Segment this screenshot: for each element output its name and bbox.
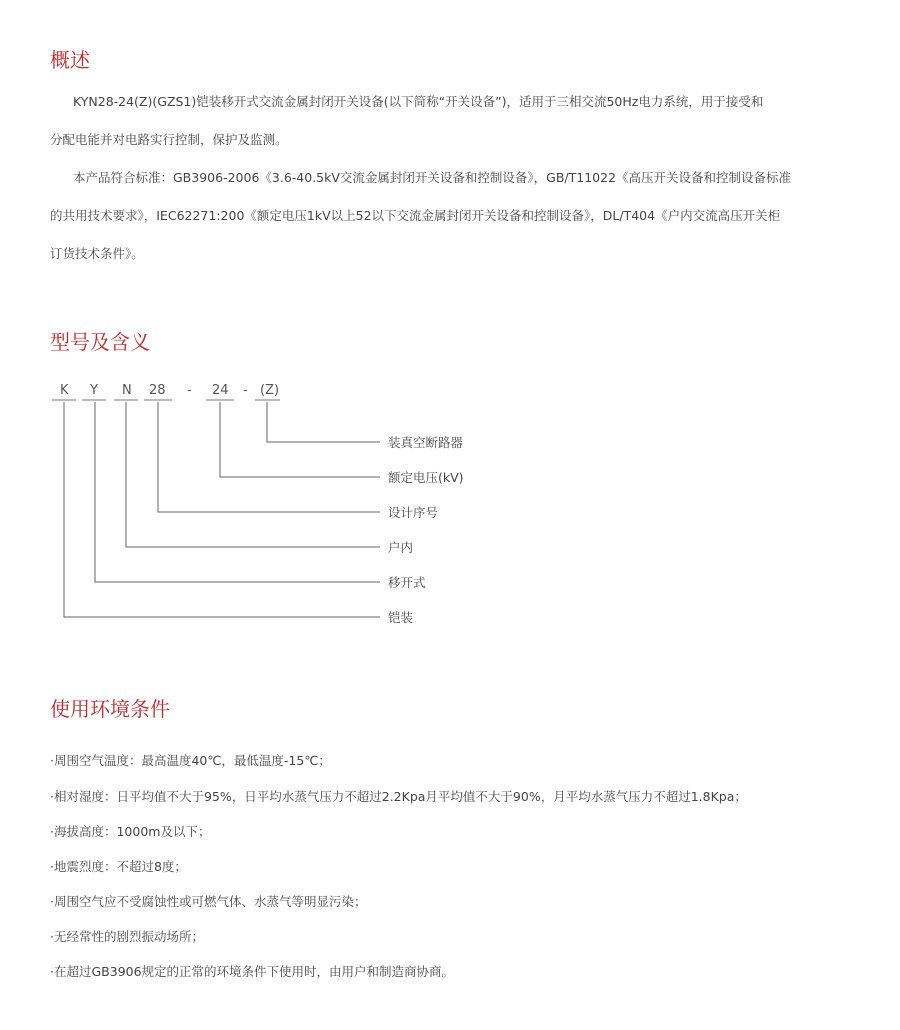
code-part-n: N (122, 383, 132, 398)
model-title: 型号及含义 (50, 330, 150, 354)
env-item-pollution: ·周围空气应不受腐蚀性或可燃气体、水蒸气等明显污染； (50, 894, 367, 909)
env-item-seismic: ·地震烈度：不超过8度； (50, 859, 187, 874)
overview-title: 概述 (50, 48, 90, 72)
meaning-rated-voltage: 额定电压(kV) (388, 470, 464, 485)
code-part-24: 24 (212, 383, 229, 398)
env-item-temperature: ·周围空气温度：最高温度40℃，最低温度-15℃； (50, 753, 331, 768)
env-item-special: ·在超过GB3906规定的正常的环境条件下使用时，由用户和制造商协商。 (50, 964, 455, 979)
code-part-k: K (60, 383, 69, 398)
overview-line-4: 的共用技术要求》，IEC62271:200《额定电压1kV以上52以下交流金属封闭开关设备和控制设备》，DL/T404《户内交流高压开关柜 (50, 208, 781, 223)
code-part-z: (Z) (260, 383, 280, 398)
meaning-armored: 铠装 (388, 610, 414, 625)
env-item-vibration: ·无经常性的剧烈振动场所； (50, 929, 204, 944)
env-item-humidity: ·相对湿度：日平均值不大于95%，日平均水蒸气压力不超过2.2Kpa月平均值不大于90%，月平均水蒸气压力不超过1.8Kpa； (50, 789, 747, 804)
overview-line-3: 本产品符合标准：GB3906-2006《3.6-40.5kV交流金属封闭开关设备和控制设备》，GB/T11022《高压开关设备和控制设备标准 (73, 170, 792, 185)
code-part-y: Y (90, 383, 98, 398)
meaning-vacuum-breaker: 装真空断路器 (388, 435, 464, 450)
code-part-dash-1: - (187, 383, 192, 398)
overview-line-5: 订货技术条件》。 (50, 246, 144, 261)
code-part-dash-2: - (243, 383, 248, 398)
model-code-diagram (50, 378, 510, 638)
meaning-withdrawable: 移开式 (388, 575, 426, 590)
meaning-indoor: 户内 (388, 540, 414, 555)
meaning-design-serial: 设计序号 (388, 505, 439, 520)
code-part-28: 28 (149, 383, 166, 398)
overview-line-1: KYN28-24(Z)(GZS1)铠装移开式交流金属封闭开关设备(以下简称“开关设备”)，适用于三相交流50Hz电力系统，用于接受和 (73, 94, 764, 109)
overview-line-2: 分配电能并对电路实行控制，保护及监测。 (50, 132, 288, 147)
env-item-altitude: ·海拔高度：1000m及以下； (50, 824, 211, 839)
environment-title: 使用环境条件 (50, 697, 170, 721)
